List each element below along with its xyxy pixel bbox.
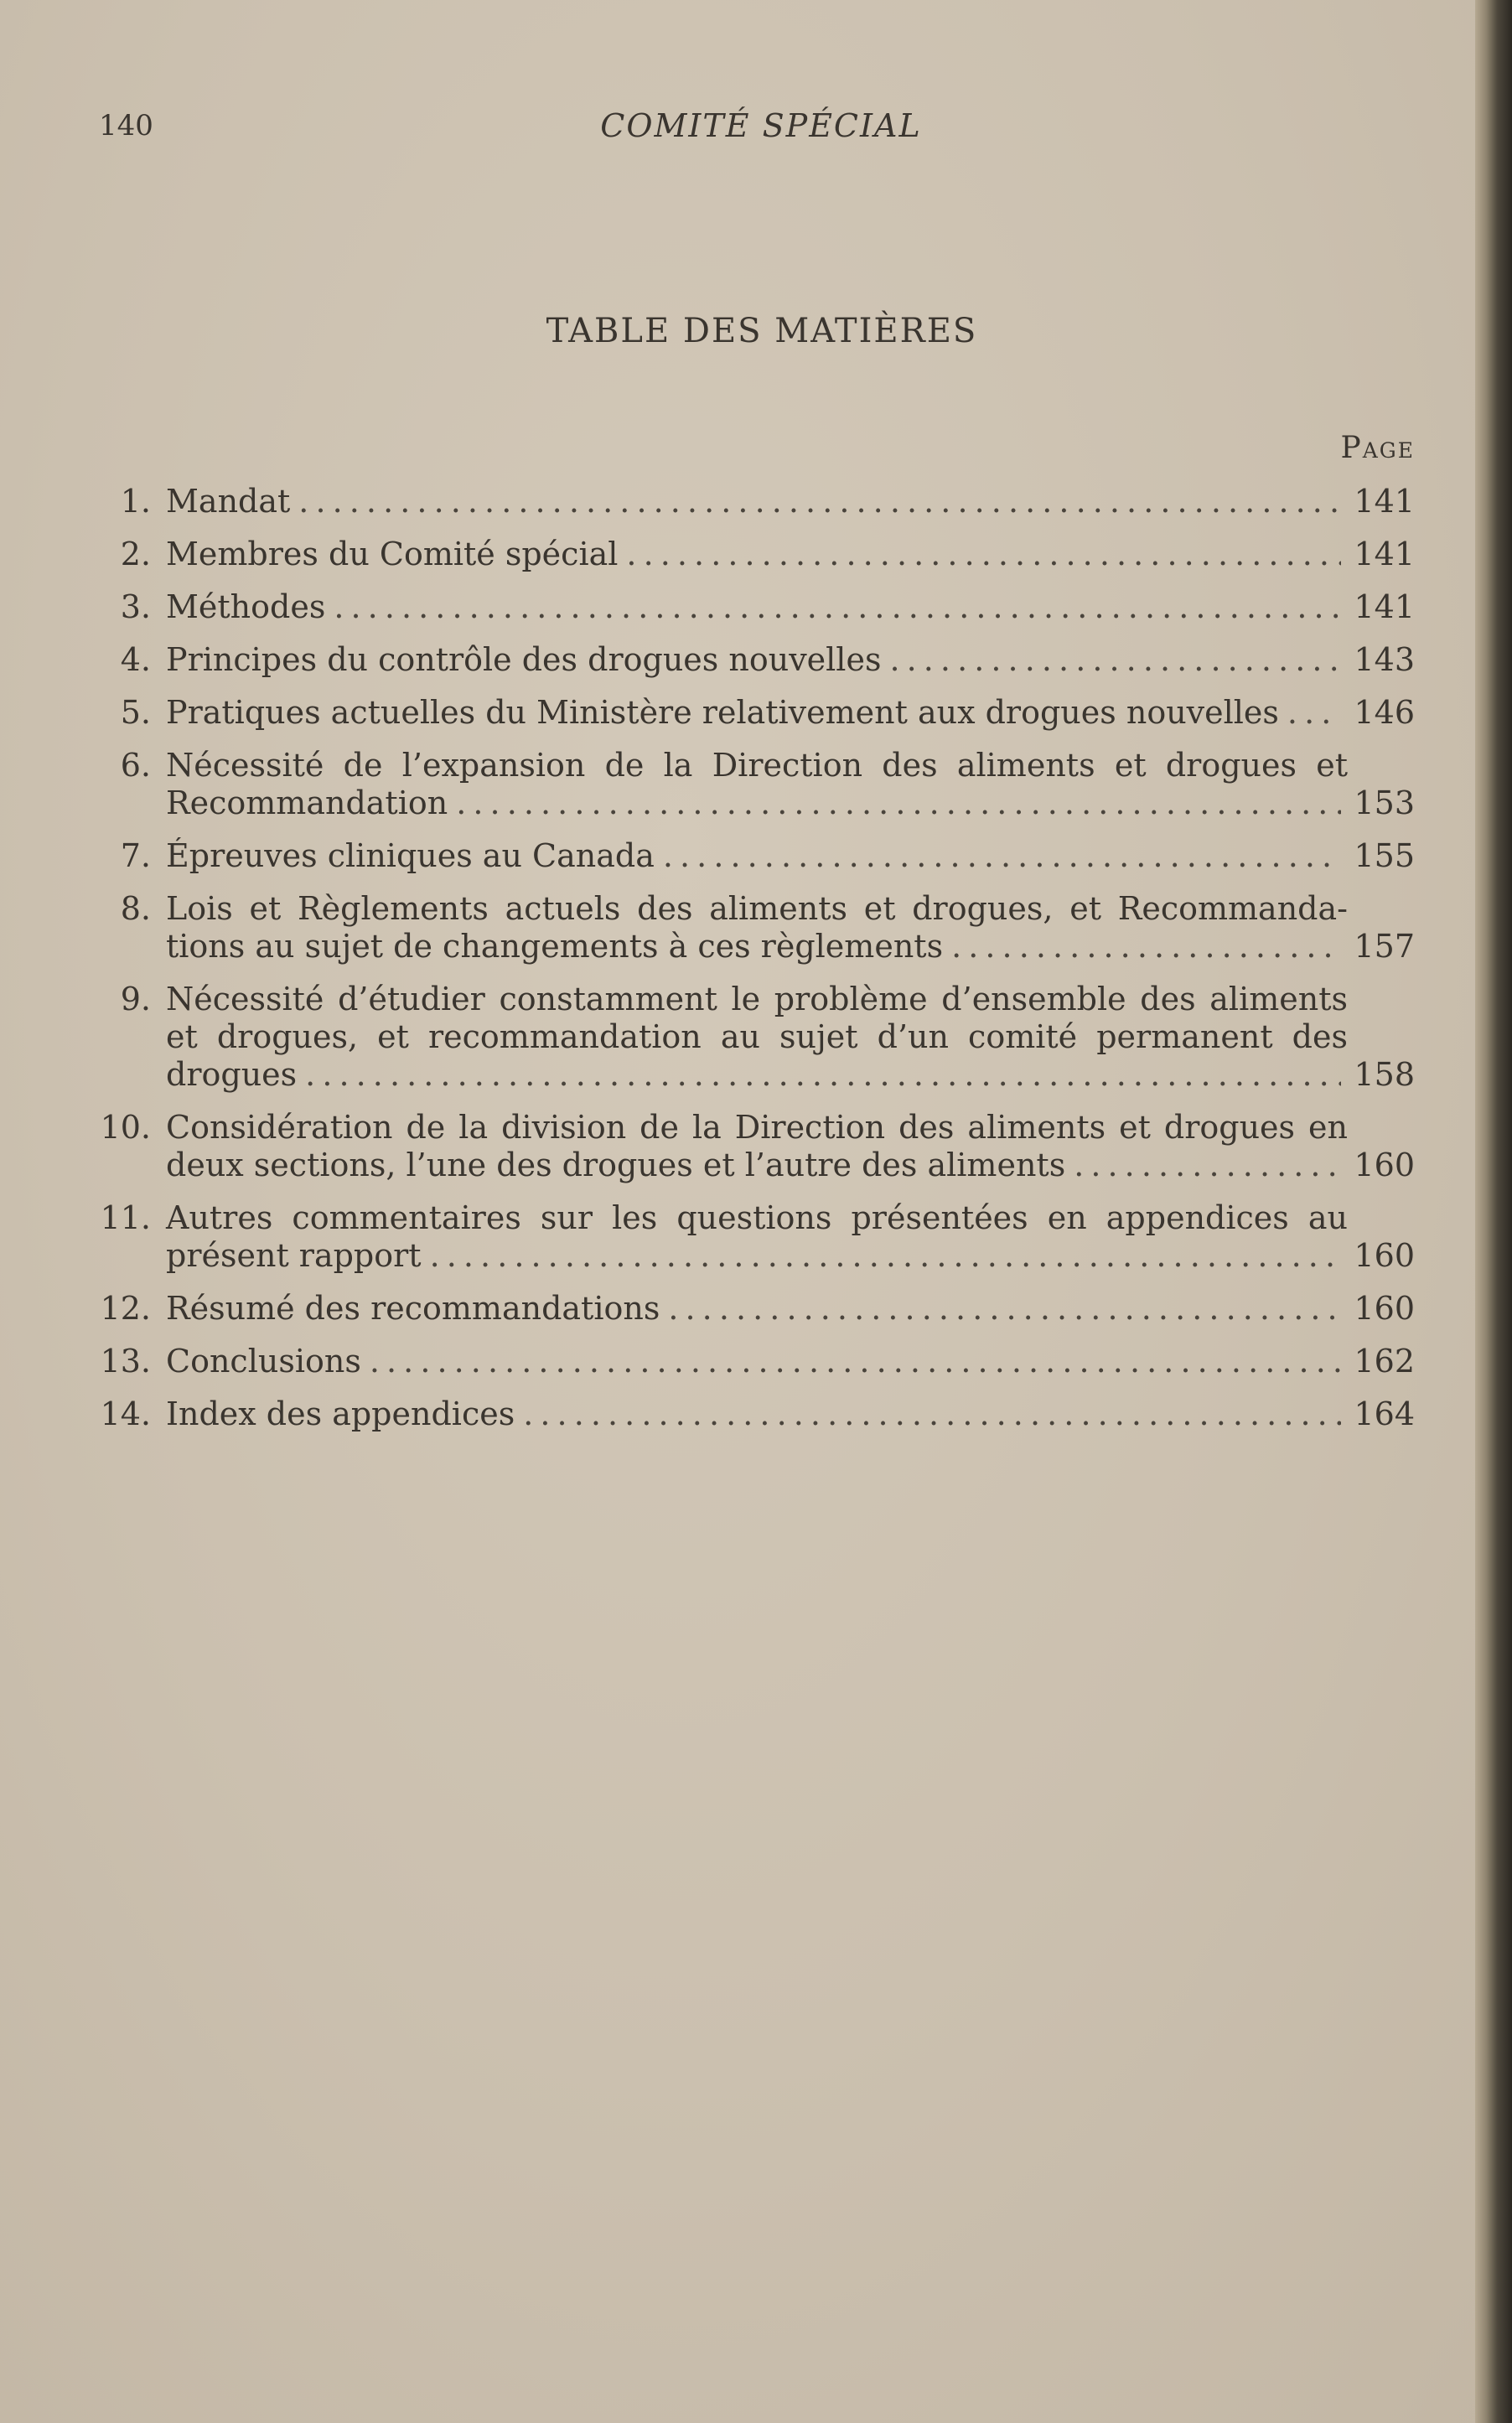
toc-entry-title: Méthodes bbox=[166, 588, 326, 625]
toc-entry-title: tions au sujet de changements à ces règlements bbox=[166, 928, 944, 965]
toc-entry bbox=[99, 641, 1415, 679]
toc-entry-title: Principes du contrôle des drogues nouvelles bbox=[166, 641, 882, 678]
toc-entry-title-line bbox=[166, 483, 1348, 520]
toc-entry-title-line bbox=[166, 1343, 1348, 1380]
toc-entry-title: Épreuves cliniques au Canada bbox=[166, 837, 655, 874]
toc-entry-title: deux sections, l’une des drogues et l’autre des aliments bbox=[166, 1147, 1066, 1183]
toc-entry-number: 1. bbox=[120, 483, 151, 520]
dot-leader bbox=[1074, 1147, 1341, 1184]
toc-entry bbox=[99, 588, 1415, 626]
toc-entry bbox=[99, 890, 1415, 966]
toc-entry bbox=[99, 694, 1415, 732]
running-title: COMITÉ SPÉCIAL bbox=[600, 107, 922, 144]
toc-entry-page: 162 bbox=[1354, 1343, 1415, 1380]
toc-entry-page: 164 bbox=[1354, 1395, 1415, 1432]
toc-entry bbox=[99, 1343, 1415, 1380]
toc-entry-title: Résumé des recommandations bbox=[166, 1290, 660, 1327]
toc-entry-title-line bbox=[166, 1395, 1348, 1433]
toc-entry-title-line bbox=[166, 641, 1348, 679]
toc-entry bbox=[99, 536, 1415, 573]
page-column-label: Page bbox=[1340, 431, 1415, 465]
book-binding-edge bbox=[1475, 0, 1512, 2423]
dot-leader bbox=[298, 483, 1341, 520]
toc-entry-title-line bbox=[166, 1056, 1348, 1094]
toc-entry-number: 3. bbox=[120, 588, 151, 625]
dot-leader bbox=[334, 588, 1341, 626]
toc-entry-title-lead: Nécessité d’étudier constamment le problème d’ensemble des aliments et drogues, et recommandation au sujet d’un comité permanent des bbox=[166, 981, 1348, 1055]
toc-entry-title: Membres du Comité spécial bbox=[166, 536, 619, 572]
toc-entry-page: 141 bbox=[1354, 588, 1415, 625]
dot-leader bbox=[889, 641, 1341, 679]
toc-entry-number: 2. bbox=[120, 536, 151, 572]
dot-leader bbox=[1287, 694, 1341, 732]
dot-leader bbox=[523, 1395, 1341, 1433]
toc-entry-number: 5. bbox=[120, 694, 151, 731]
dot-leader bbox=[663, 837, 1341, 875]
table-of-contents bbox=[99, 483, 1415, 1448]
toc-entry-title-lead: Considération de la division de la Direction des aliments et drogues en bbox=[166, 1109, 1348, 1146]
toc-entry-page: 160 bbox=[1354, 1147, 1415, 1183]
toc-entry bbox=[99, 1290, 1415, 1328]
toc-entry-title-lead: Autres commentaires sur les questions présentées en appendices au bbox=[166, 1199, 1348, 1236]
toc-entry-title-lead: Nécessité de l’expansion de la Direction des aliments et drogues et bbox=[166, 747, 1348, 784]
page-header bbox=[99, 104, 1415, 148]
toc-entry-number: 7. bbox=[120, 837, 151, 874]
toc-entry-number: 4. bbox=[120, 641, 151, 678]
toc-entry-page: 143 bbox=[1354, 641, 1415, 678]
toc-entry-title-line bbox=[166, 1237, 1348, 1275]
toc-entry bbox=[99, 1199, 1415, 1275]
toc-entry bbox=[99, 483, 1415, 520]
dot-leader bbox=[668, 1290, 1341, 1328]
toc-entry-title-line bbox=[166, 536, 1348, 573]
toc-entry-number: 9. bbox=[120, 981, 151, 1017]
toc-entry-page: 141 bbox=[1354, 483, 1415, 520]
toc-entry-page: 157 bbox=[1354, 928, 1415, 965]
toc-entry-number: 6. bbox=[120, 747, 151, 784]
toc-entry-page: 141 bbox=[1354, 536, 1415, 572]
toc-entry-title-lead: Lois et Règlements actuels des aliments et drogues, et Recommanda- bbox=[166, 890, 1348, 927]
dot-leader bbox=[951, 928, 1341, 966]
toc-entry bbox=[99, 747, 1415, 822]
toc-title: TABLE DES MATIÈRES bbox=[546, 312, 978, 350]
dot-leader bbox=[456, 784, 1341, 822]
toc-entry-title-line bbox=[166, 784, 1348, 822]
dot-leader bbox=[430, 1237, 1341, 1275]
dot-leader bbox=[370, 1343, 1341, 1380]
toc-entry-title: Index des appendices bbox=[166, 1395, 515, 1432]
toc-entry bbox=[99, 1109, 1415, 1184]
toc-entry-title-line bbox=[166, 837, 1348, 875]
toc-entry bbox=[99, 837, 1415, 875]
toc-entry-number: 13. bbox=[100, 1343, 151, 1380]
dot-leader bbox=[305, 1056, 1341, 1094]
page-number: 140 bbox=[99, 109, 153, 142]
toc-entry bbox=[99, 981, 1415, 1094]
toc-entry-number: 10. bbox=[100, 1109, 151, 1146]
toc-entry-title-line bbox=[166, 588, 1348, 626]
toc-entry-title: Recommandation bbox=[166, 784, 448, 821]
toc-entry-title: Conclusions bbox=[166, 1343, 361, 1380]
toc-entry-number: 14. bbox=[100, 1395, 151, 1432]
toc-entry-title-line bbox=[166, 694, 1348, 732]
toc-entry-page: 155 bbox=[1354, 837, 1415, 874]
toc-entry-page: 160 bbox=[1354, 1237, 1415, 1274]
toc-entry-title: Mandat bbox=[166, 483, 291, 520]
toc-entry-title: Pratiques actuelles du Ministère relativement aux drogues nouvelles bbox=[166, 694, 1279, 731]
toc-entry-page: 146 bbox=[1354, 694, 1415, 731]
toc-entry-title-line bbox=[166, 928, 1348, 966]
toc-entry-number: 12. bbox=[100, 1290, 151, 1327]
toc-entry-page: 158 bbox=[1354, 1056, 1415, 1093]
toc-entry-page: 153 bbox=[1354, 784, 1415, 821]
toc-entry-title: drogues bbox=[166, 1056, 298, 1093]
toc-entry bbox=[99, 1395, 1415, 1433]
toc-entry-title-line bbox=[166, 1147, 1348, 1184]
toc-entry-title-line bbox=[166, 1290, 1348, 1328]
toc-entry-number: 8. bbox=[120, 890, 151, 927]
toc-entry-title: présent rapport bbox=[166, 1237, 422, 1274]
toc-entry-number: 11. bbox=[100, 1199, 151, 1236]
toc-entry-page: 160 bbox=[1354, 1290, 1415, 1327]
dot-leader bbox=[626, 536, 1341, 573]
